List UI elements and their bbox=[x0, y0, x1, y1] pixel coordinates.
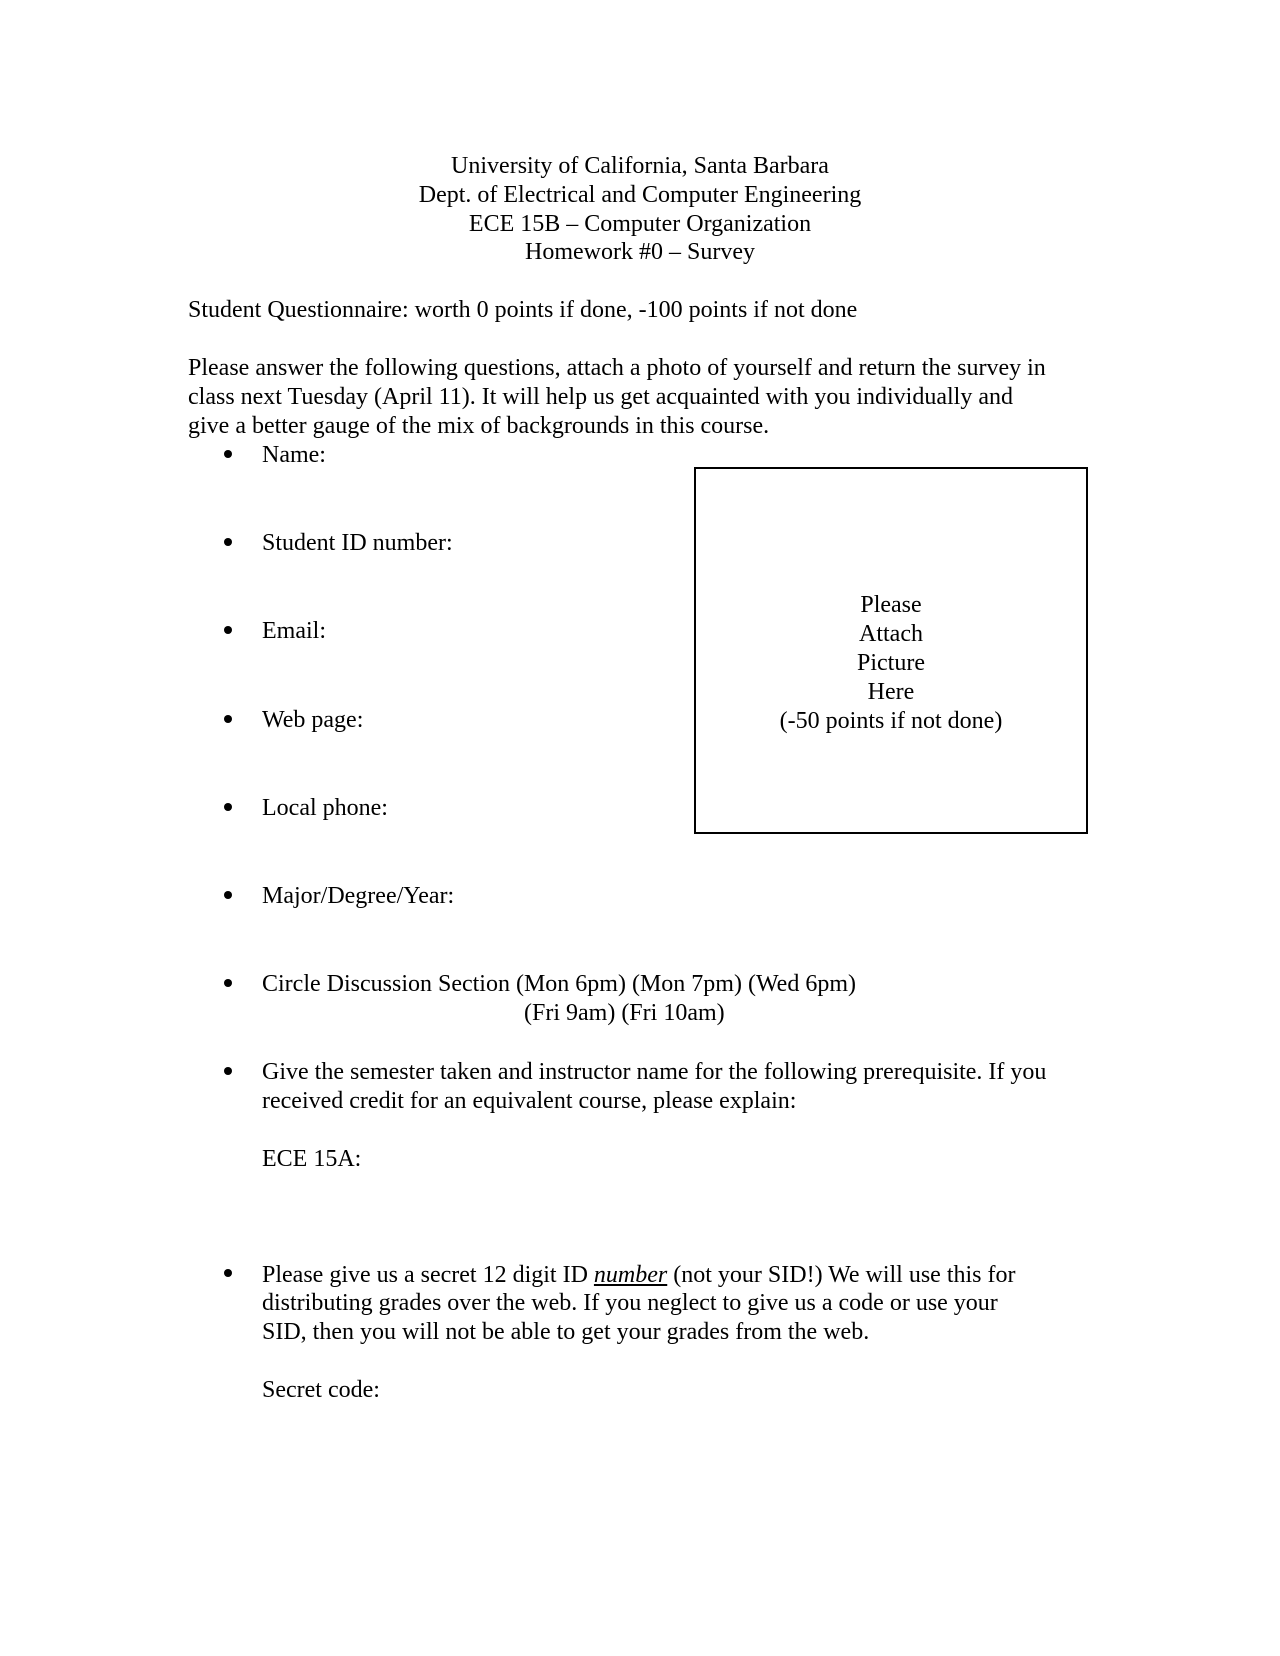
prerequisite-line-2: received credit for an equivalent course, please explain: bbox=[262, 1088, 797, 1114]
field-major-label: Major/Degree/Year: bbox=[262, 883, 455, 909]
prerequisite-course-label: ECE 15A: bbox=[262, 1146, 362, 1172]
bullet-icon bbox=[222, 1067, 236, 1081]
photo-box-text bbox=[696, 591, 1086, 736]
header-university: University of California, Santa Barbara bbox=[451, 153, 829, 179]
photo-attachment-box bbox=[694, 467, 1088, 834]
bullet-icon bbox=[222, 803, 236, 817]
bullet-icon bbox=[222, 891, 236, 905]
photo-box-line: Attach bbox=[859, 621, 923, 647]
discussion-line-2: (Fri 9am) (Fri 10am) bbox=[524, 1000, 725, 1026]
intro-line-3: give a better gauge of the mix of backgrounds in this course. bbox=[188, 413, 770, 439]
bullet-icon bbox=[222, 715, 236, 729]
photo-box-line: Picture bbox=[857, 650, 925, 676]
field-email-label: Email: bbox=[262, 618, 326, 644]
secret-line-1-before: Please give us a secret 12 digit ID bbox=[262, 1262, 594, 1288]
photo-box-line: Please bbox=[860, 592, 922, 618]
field-student-id-label: Student ID number: bbox=[262, 530, 453, 556]
secret-line-2: distributing grades over the web. If you neglect to give us a code or use your bbox=[262, 1290, 998, 1316]
field-local-phone-label: Local phone: bbox=[262, 795, 388, 821]
secret-number-emphasis: number bbox=[593, 1262, 668, 1288]
photo-box-line: Here bbox=[867, 679, 915, 705]
bullet-icon bbox=[222, 538, 236, 552]
field-web-page-label: Web page: bbox=[262, 707, 364, 733]
header-assignment: Homework #0 – Survey bbox=[525, 239, 755, 265]
questionnaire-note: Student Questionnaire: worth 0 points if done, -100 points if not done bbox=[188, 297, 858, 323]
secret-line-3: SID, then you will not be able to get your grades from the web. bbox=[262, 1319, 870, 1345]
secret-line-1-after: (not your SID!) We will use this for bbox=[667, 1262, 1016, 1288]
bullet-icon bbox=[222, 626, 236, 640]
photo-box-line: (-50 points if not done) bbox=[779, 708, 1003, 734]
field-name-label: Name: bbox=[262, 442, 326, 468]
secret-line-1 bbox=[262, 1261, 1016, 1290]
header-department: Dept. of Electrical and Computer Engineering bbox=[418, 182, 862, 208]
intro-line-1: Please answer the following questions, attach a photo of yourself and return the survey in bbox=[188, 355, 1046, 381]
prerequisite-line-1: Give the semester taken and instructor name for the following prerequisite. If you bbox=[262, 1059, 1047, 1085]
intro-line-2: class next Tuesday (April 11). It will help us get acquainted with you individually and bbox=[188, 384, 1013, 410]
header-course: ECE 15B – Computer Organization bbox=[468, 211, 812, 237]
bullet-icon bbox=[222, 979, 236, 993]
bullet-icon bbox=[222, 1269, 236, 1283]
secret-code-label: Secret code: bbox=[262, 1377, 380, 1403]
discussion-line-1: Circle Discussion Section (Mon 6pm) (Mon 7pm) (Wed 6pm) bbox=[262, 971, 856, 997]
bullet-icon bbox=[222, 450, 236, 464]
